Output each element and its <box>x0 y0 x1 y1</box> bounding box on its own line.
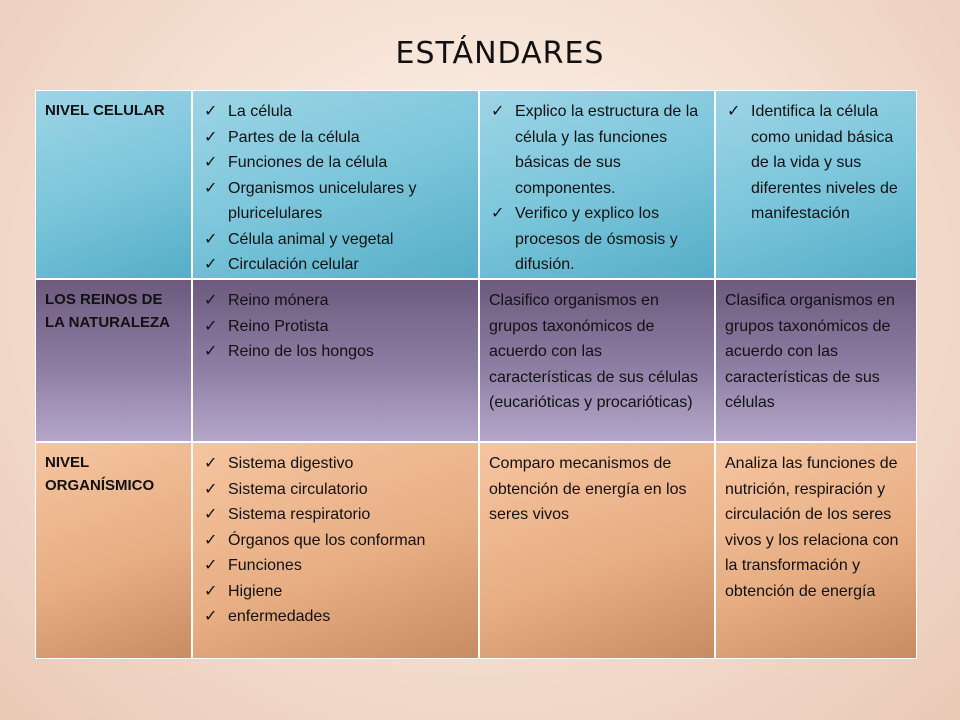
checkmark-icon: ✓ <box>491 103 505 120</box>
list-item-text: Funciones <box>228 557 302 574</box>
checkmark-icon: ✓ <box>204 256 218 273</box>
list-item-text: Sistema digestivo <box>228 455 354 472</box>
row-heading-nivel-organismico: NIVEL ORGANÍSMICO <box>35 442 192 659</box>
list-item <box>489 99 704 201</box>
topics-list <box>202 288 468 365</box>
checkmark-icon: ✓ <box>204 557 218 574</box>
list-item <box>202 502 468 528</box>
list-item <box>202 288 468 314</box>
list-item-text: Identifica la célula como unidad básica de la vida y sus diferentes niveles de manifestación <box>751 103 898 222</box>
list-item <box>202 314 468 340</box>
list-item <box>202 252 468 278</box>
checkmark-icon: ✓ <box>204 608 218 625</box>
checkmark-icon: ✓ <box>204 480 218 498</box>
topics-cell-nivel-organismico <box>192 442 479 659</box>
checkmark-icon: ✓ <box>727 103 741 120</box>
list-item-text: enfermedades <box>228 608 331 625</box>
checkmark-icon: ✓ <box>204 128 218 146</box>
list-item <box>202 99 468 125</box>
list-item-text: Higiene <box>228 582 283 600</box>
list-item-text: Verifico y explico los procesos de ósmosis y difusión. <box>515 205 678 273</box>
checkmark-icon: ✓ <box>204 531 218 549</box>
list-item <box>202 604 468 630</box>
list-item-text: Partes de la célula <box>228 128 360 146</box>
list-item <box>202 125 468 151</box>
checkmark-icon: ✓ <box>204 230 218 248</box>
checkmark-icon: ✓ <box>204 317 218 335</box>
list-item-text: Reino mónera <box>228 292 329 309</box>
topics-cell-nivel-celular <box>192 90 479 279</box>
page-title: ESTÁNDARES <box>395 36 605 71</box>
row-heading-reinos: LOS REINOS DE LA NATURALEZA <box>35 279 192 442</box>
list-item <box>202 150 468 176</box>
list-item <box>202 553 468 579</box>
list-item <box>202 451 468 477</box>
list-item-text: Reino de los hongos <box>228 343 374 360</box>
checkmark-icon: ✓ <box>204 154 218 171</box>
indicator-cell-reinos: Clasifica organismos en grupos taxonómicos de acuerdo con las características de sus células <box>715 279 917 442</box>
checkmark-icon: ✓ <box>204 455 218 472</box>
checkmark-icon: ✓ <box>204 103 218 120</box>
list-item <box>202 528 468 554</box>
list-item <box>202 339 468 365</box>
topics-cell-reinos <box>192 279 479 442</box>
checkmark-icon: ✓ <box>204 343 218 360</box>
standard-cell-reinos: Clasifico organismos en grupos taxonómicos de acuerdo con las características de sus células (eucarióticas y procarióticas) <box>479 279 715 442</box>
list-item <box>202 227 468 253</box>
list-item-text: Circulación celular <box>228 256 359 273</box>
indicator-cell-nivel-organismico: Analiza las funciones de nutrición, respiración y circulación de los seres vivos y los relaciona con la transformación y obtención de energía <box>715 442 917 659</box>
checkmark-icon: ✓ <box>491 205 505 222</box>
standard-cell-nivel-organismico: Comparo mecanismos de obtención de energía en los seres vivos <box>479 442 715 659</box>
list-item <box>725 99 906 227</box>
list-item <box>202 579 468 605</box>
list-item <box>202 176 468 227</box>
list-item-text: Célula animal y vegetal <box>228 230 394 248</box>
list-item-text: Funciones de la célula <box>228 154 388 171</box>
standards-list <box>489 99 704 278</box>
list-item-text: Sistema circulatorio <box>228 480 368 498</box>
standards-table <box>35 90 917 659</box>
checkmark-icon: ✓ <box>204 506 218 523</box>
list-item-text: Órganos que los conforman <box>228 531 426 549</box>
checkmark-icon: ✓ <box>204 292 218 309</box>
list-item <box>489 201 704 278</box>
topics-list <box>202 99 468 278</box>
list-item-text: Explico la estructura de la célula y las funciones básicas de sus componentes. <box>515 103 699 197</box>
checkmark-icon: ✓ <box>204 179 218 197</box>
standards-cell-nivel-celular <box>479 90 715 279</box>
list-item-text: Organismos unicelulares y pluricelulares <box>228 179 417 222</box>
topics-list <box>202 451 468 630</box>
list-item <box>202 477 468 503</box>
list-item-text: La célula <box>228 103 293 120</box>
indicators-list <box>725 99 906 227</box>
row-heading-nivel-celular: NIVEL CELULAR <box>35 90 192 279</box>
list-item-text: Sistema respiratorio <box>228 506 371 523</box>
indicators-cell-nivel-celular <box>715 90 917 279</box>
checkmark-icon: ✓ <box>204 582 218 600</box>
list-item-text: Reino Protista <box>228 317 329 335</box>
